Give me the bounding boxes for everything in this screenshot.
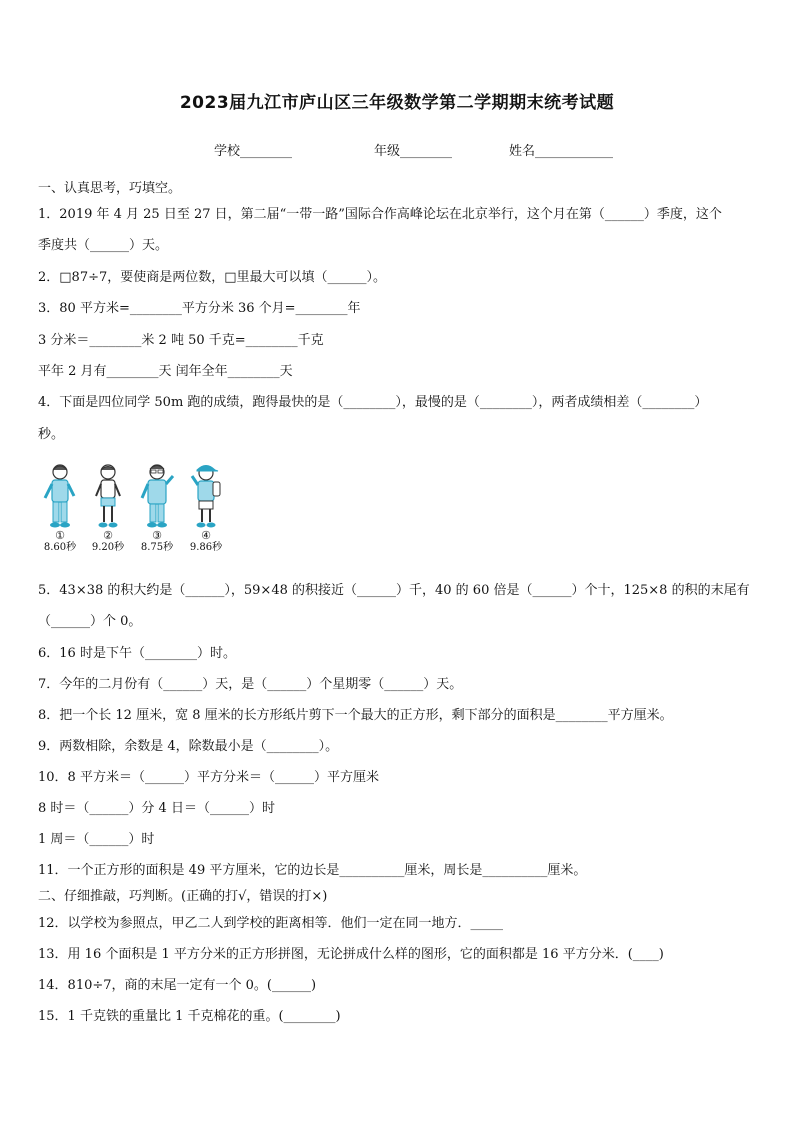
exam-title: 2023届九江市庐山区三年级数学第二学期期末统考试题 (179, 93, 615, 113)
question-13: 13．用 16 个面积是 1 平方分米的正方形拼图，无论拼成什么样的图形，它的面积都是 16 平方分米．(____) (38, 947, 664, 962)
question-1-line-1: 1．2019 年 4 月 25 日至 27 日，第二届“一带一路”国际合作高峰论坛在北京举行，这个月在第（______）季度，这个 (38, 207, 722, 222)
runner-number: ② (103, 529, 113, 542)
runner-time: 9.86秒 (189, 542, 223, 553)
runner-3 (135, 462, 179, 558)
question-14: 14．810÷7，商的末尾一定有一个 0。(______) (38, 978, 317, 993)
question-5-line-2: （______）个 0。 (38, 614, 142, 629)
question-7: 7．今年的二月份有（______）天，是（______）个星期零（______）天。 (38, 677, 463, 692)
question-4-line-1: 4．下面是四位同学 50m 跑的成绩，跑得最快的是（________），最慢的是（________），两者成绩相差（________） (38, 395, 708, 410)
section-heading-2: 二、仔细推敲，巧判断。(正确的打√，错误的打×) (38, 889, 328, 904)
question-3-line-2: 3 分米＝________米 2 吨 50 千克=________千克 (38, 333, 324, 348)
boy-figure-icon (135, 462, 179, 530)
grade-field: 年级________ (374, 144, 453, 159)
question-4-line-2: 秒。 (38, 427, 65, 442)
name-field: 姓名____________ (509, 144, 614, 159)
section-heading-1: 一、认真思考，巧填空。 (38, 181, 182, 196)
question-2: 2．□87÷7，要使商是两位数，□里最大可以填（______）。 (38, 270, 387, 285)
runner-time: 8.60秒 (43, 542, 77, 553)
question-3-line-3: 平年 2 月有________天 闰年全年________天 (38, 364, 293, 379)
runner-time: 8.75秒 (140, 542, 174, 553)
runner-number: ③ (152, 529, 162, 542)
runner-number: ① (55, 529, 65, 542)
question-10-line-2: 8 时＝（______）分 4 日＝（______）时 (38, 801, 275, 816)
question-8: 8．把一个长 12 厘米，宽 8 厘米的长方形纸片剪下一个最大的正方形，剩下部分的面积是________平方厘米。 (38, 708, 673, 723)
question-6: 6．16 时是下午（________）时。 (38, 646, 236, 661)
question-9: 9．两数相除，余数是 4，除数最小是（________）。 (38, 739, 339, 754)
question-10-line-3: 1 周＝（______）时 (38, 832, 155, 847)
question-5-line-1: 5．43×38 的积大约是（______），59×48 的积接近（______）千，40 的 60 倍是（______）个十，125×8 的积的末尾有 (38, 583, 750, 598)
question-12: 12．以学校为参照点，甲乙二人到学校的距离相等．他们一定在同一地方．_____ (38, 916, 504, 931)
runner-4 (184, 462, 228, 558)
runners-figure (38, 462, 238, 562)
question-15: 15．1 千克铁的重量比 1 千克棉花的重。(________) (38, 1009, 341, 1024)
boy-figure-icon (86, 462, 130, 530)
runner-1 (38, 462, 82, 558)
question-11: 11．一个正方形的面积是 49 平方厘米，它的边长是__________厘米，周长是__________厘米。 (38, 863, 587, 878)
runner-2 (86, 462, 130, 558)
question-10-line-1: 10．8 平方米＝（______）平方分米＝（______）平方厘米 (38, 770, 379, 785)
question-1-line-2: 季度共（______）天。 (38, 238, 169, 253)
boy-figure-icon (184, 462, 228, 530)
runner-time: 9.20秒 (91, 542, 125, 553)
question-3-line-1: 3．80 平方米=________平方分米 36 个月=________年 (38, 301, 361, 316)
school-field: 学校________ (214, 144, 293, 159)
boy-figure-icon (38, 462, 82, 530)
runner-number: ④ (201, 529, 211, 542)
